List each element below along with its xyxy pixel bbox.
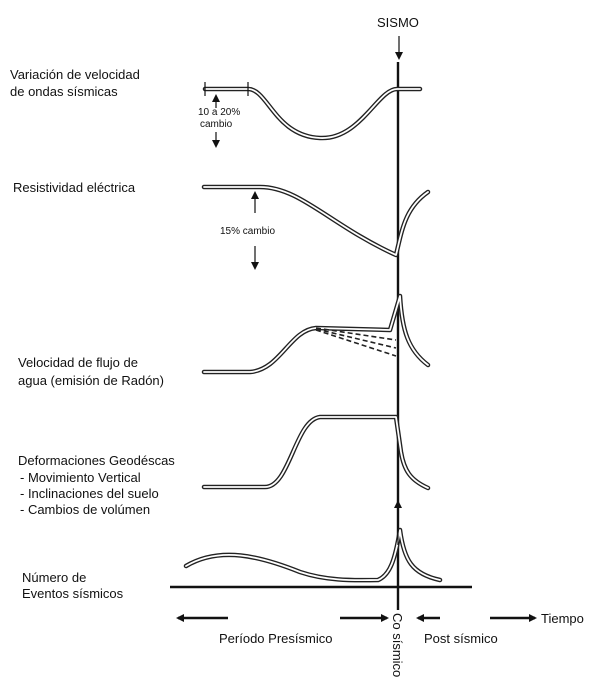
row-label-geodetic-3: - Inclinaciones del suelo	[20, 486, 159, 501]
curve-seismic-events	[186, 530, 440, 580]
pre-seismic-label: Período Presísmico	[219, 631, 333, 646]
co-seismic-label: Co sísmico	[390, 613, 405, 678]
row-label-seismic-velocity-2: de ondas sísmicas	[10, 84, 118, 99]
row-label-seismic-velocity-1: Variación de velocidad	[10, 67, 140, 82]
curve-resistivity	[204, 187, 428, 255]
post-seismic-label: Post sísmico	[424, 631, 498, 646]
row-label-geodetic-1: Deformaciones Geodéscas	[18, 453, 175, 468]
time-label: Tiempo	[541, 611, 584, 626]
row-label-events-1: Número de	[22, 570, 87, 585]
row-label-resistivity: Resistividad eléctrica	[13, 180, 136, 195]
note-resistivity: 15% cambio	[220, 226, 276, 237]
note-seismic-velocity-2: cambio	[200, 119, 233, 130]
row-label-water-flow-1: Velocidad de flujo de	[18, 355, 138, 370]
row-label-geodetic-2: - Movimiento Vertical	[20, 470, 141, 485]
row-label-events-2: Eventos sísmicos	[22, 586, 124, 601]
curve-water-flow	[204, 296, 428, 372]
note-seismic-velocity-1: 10 a 20%	[198, 107, 241, 118]
curve-geodetic	[204, 417, 428, 488]
row-label-geodetic-4: - Cambios de volúmen	[20, 502, 151, 517]
row-label-water-flow-2: agua (emisión de Radón)	[18, 373, 164, 388]
event-label: SISMO	[377, 15, 419, 30]
